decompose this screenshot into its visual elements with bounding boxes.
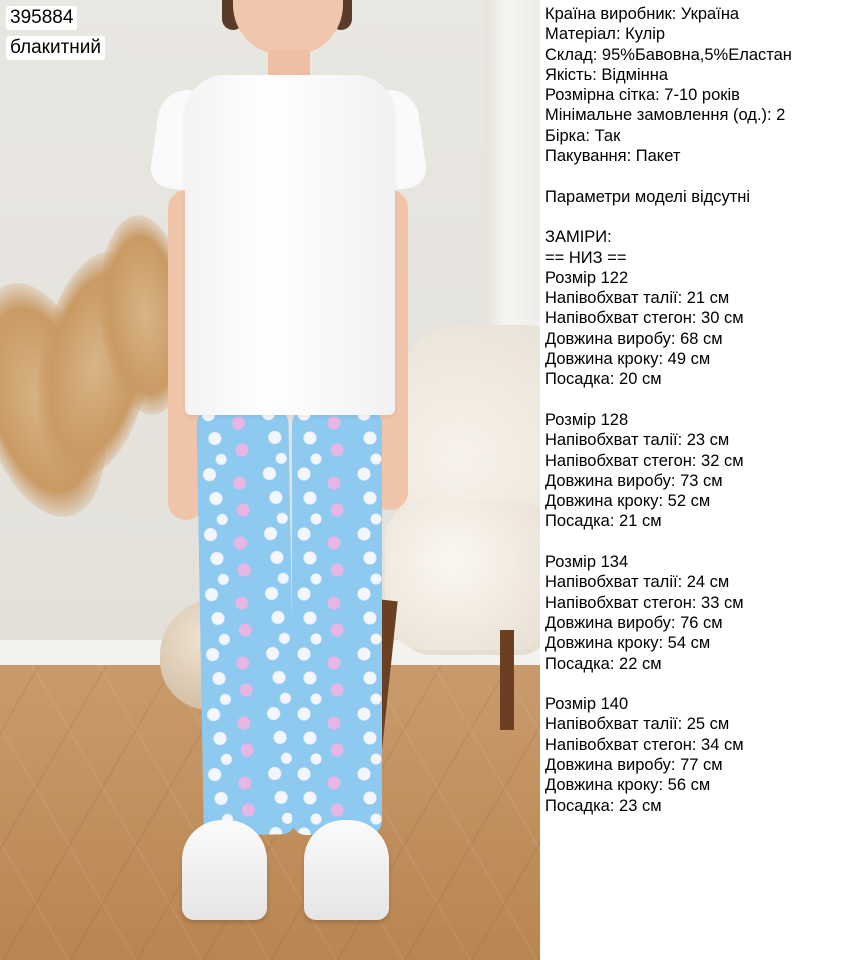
- spec-min-order: Мінімальне замовлення (од.): 2: [545, 106, 786, 125]
- size-inseam: Довжина кроку: 52 см: [545, 492, 711, 511]
- size-heading: Розмір 140: [545, 695, 629, 714]
- size-waist: Напівобхват талії: 21 см: [545, 289, 730, 308]
- spec-material: Матеріал: Кулір: [545, 25, 666, 44]
- size-length: Довжина виробу: 77 см: [545, 755, 723, 774]
- leggings-left-leg: [196, 404, 295, 836]
- size-hips: Напівобхват стегон: 30 см: [545, 309, 744, 328]
- leggings-right-leg: [292, 405, 382, 835]
- size-length: Довжина виробу: 73 см: [545, 471, 723, 490]
- size-length: Довжина виробу: 76 см: [545, 613, 723, 632]
- size-waist: Напівобхват талії: 25 см: [545, 715, 730, 734]
- size-length: Довжина виробу: 68 см: [545, 329, 723, 348]
- spec-quality: Якість: Відмінна: [545, 65, 669, 84]
- size-heading: Розмір 128: [545, 410, 629, 429]
- size-hips: Напівобхват стегон: 33 см: [545, 593, 744, 612]
- model-params-note: Параметри моделі відсутні: [545, 187, 751, 206]
- size-inseam: Довжина кроку: 56 см: [545, 776, 711, 795]
- measurements-title: ЗАМІРИ:: [545, 228, 612, 247]
- size-rise: Посадка: 23 см: [545, 796, 662, 815]
- sneaker-left: [182, 820, 267, 920]
- size-inseam: Довжина кроку: 54 см: [545, 634, 711, 653]
- size-hips: Напівобхват стегон: 34 см: [545, 735, 744, 754]
- spec-size-range: Розмірна сітка: 7-10 років: [545, 86, 740, 105]
- spec-tag: Бірка: Так: [545, 126, 621, 145]
- size-rise: Посадка: 20 см: [545, 370, 662, 389]
- size-heading: Розмір 122: [545, 268, 629, 287]
- section-title: == НИЗ ==: [545, 248, 627, 267]
- size-inseam: Довжина кроку: 49 см: [545, 350, 711, 369]
- size-rise: Посадка: 21 см: [545, 512, 662, 531]
- size-heading: Розмір 134: [545, 553, 629, 572]
- armchair-leg: [500, 630, 514, 730]
- sneaker-right: [304, 820, 389, 920]
- product-info-panel: [545, 4, 840, 816]
- spec-composition: Склад: 95%Бавовна,5%Еластан: [545, 45, 792, 64]
- size-waist: Напівобхват талії: 24 см: [545, 573, 730, 592]
- size-hips: Напівобхват стегон: 32 см: [545, 451, 744, 470]
- product-id-label: 395884: [6, 6, 77, 30]
- spec-packaging: Пакування: Пакет: [545, 147, 681, 166]
- color-label: блакитний: [6, 36, 105, 60]
- size-rise: Посадка: 22 см: [545, 654, 662, 673]
- armchair-seat: [385, 500, 540, 650]
- spec-country: Країна виробник: Україна: [545, 5, 740, 23]
- model-face: [233, 0, 343, 55]
- wall-pillar: [485, 0, 540, 330]
- size-waist: Напівобхват талії: 23 см: [545, 431, 730, 450]
- white-tshirt: [185, 75, 395, 415]
